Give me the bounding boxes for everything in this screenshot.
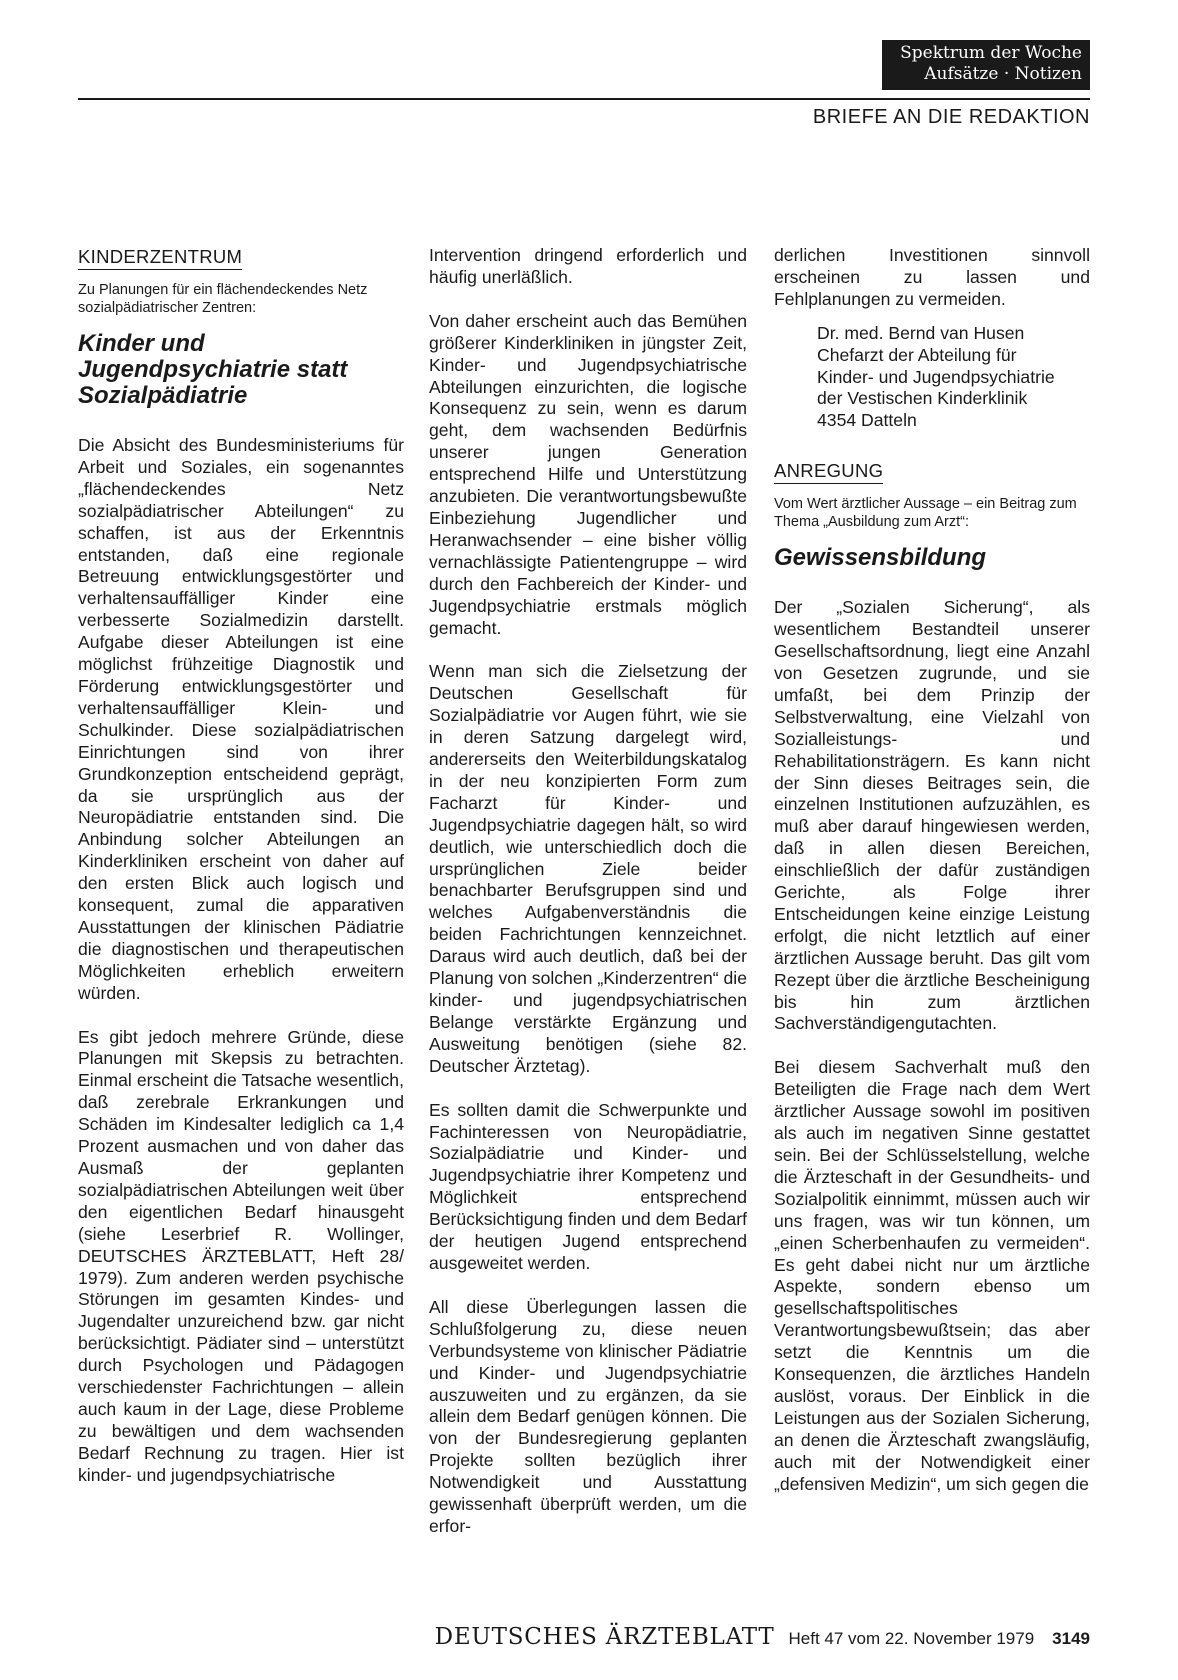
article1-paragraph: Wenn man sich die Zielsetzung der Deutschen Gesellschaft für Sozialpädiatrie vor Augen führt, wie sie in deren Satzung dargelegt wird, andererseits den Weiterbildungskatalog in der neu konzipierten Form zum Facharzt für Kinder- und Jugendpsychiatrie dagegen hält, so wird deutlich, wie unterschiedlich doch die ursprünglichen Ziele beider benachbarter Berufsgruppen sind und welches Aufgabenverständnis die beiden Fachrichtungen kennzeichnet. Daraus wird auch deutlich, daß bei der Planung von solchen „Kinderzentren“ die kinder- und jugendpsychiatrischen Belange verstärkte Ergänzung und Ausweitung benötigen (siehe 82. Deutscher Ärztetag).	[429, 661, 747, 1076]
issue-info: Heft 47 vom 22. November 1979	[788, 1629, 1035, 1648]
column-1	[78, 246, 404, 1487]
page-footer	[78, 1624, 1090, 1650]
publication-name: DEUTSCHES ÄRZTEBLATT	[434, 1624, 775, 1650]
header-rule	[78, 98, 1090, 100]
article1-paragraph: Es sollten damit die Schwerpunkte und Fachinteressen von Neuropädiatrie, Sozialpädiatrie und Kinder- und Jugendpsychiatrie ihrer Kompetenz und Möglichkeit entsprechend Berücksichtigung finden und dem Bedarf der heutigen Jugend entsprechend ausgeweitet werden.	[429, 1099, 747, 1273]
column-3	[774, 245, 1090, 1496]
section-badge-line2: Aufsätze · Notizen	[924, 64, 1082, 84]
article1-paragraph: Es gibt jedoch mehrere Gründe, diese Planungen mit Skepsis zu betrachten. Einmal erscheint die Tatsache wesentlich, daß zerebrale Erkrankungen und Schäden im Kindesalter lediglich ca 1,4 Prozent ausmachen und von daher das Ausmaß der geplanten sozialpädiatrischen Abteilungen weit über den eigentlichen Bedarf hinausgeht (siehe Leserbrief R. Wollinger, DEUTSCHES ÄRZTEBLATT, Heft 28/ 1979). Zum anderen werden psychische Störungen im gesamten Kindes- und Jugendalter unzureichend bzw. gar nicht berücksichtigt. Pädiater sind – unterstützt durch Psychologen und Pädagogen verschiedenster Fachrichtungen – allein auch kaum in der Lage, diese Probleme zu bewältigen und dem wachsenden Bedarf Rechnung zu tragen. Hier ist kinder- und jugendpsychiatrische	[78, 1026, 404, 1485]
article2-paragraph: Bei diesem Sachverhalt muß den Beteiligten die Frage nach dem Wert ärztlicher Aussage sowohl im positiven als auch im negativen Sinne gestattet sein. Bei der Schlüsselstellung, welche die Ärzteschaft in der Gesundheits- und Sozialpolitik einnimmt, müssen auch wir uns fragen, was wir tun können, um „einen Scherbenhaufen zu vermeiden“. Es geht dabei nicht nur um ärztliche Aspekte, sondern ebenso um gesellschaftspolitisches Verantwortungsbewußtsein; das aber setzt die Kenntnis um die Konsequenzen, die ärztliches Handeln auslöst, voraus. Der Einblick in die Leistungen aus der Sozialen Sicherung, an denen die Ärzteschaft zwangsläufig, auch mit der Notwendigkeit einer „defensiven Medizin“, um sich gegen die	[774, 1057, 1090, 1494]
article1-intro: Zu Planungen für ein flächendeckendes Netz sozialpädiatrischer Zentren:	[78, 282, 368, 316]
article2-rubric: ANREGUNG	[774, 460, 883, 484]
article2-intro: Vom Wert ärztlicher Aussage – ein Beitrag zum Thema „Ausbildung zum Arzt“:	[774, 496, 1077, 530]
article1-paragraph: Die Absicht des Bundesministeriums für Arbeit und Soziales, ein sogenanntes „flächendeckendes Netz sozialpädiatrischer Abteilungen“ zu schaffen, ist aus der Erkenntnis entstanden, daß eine regionale Betreuung entwicklungsgestörter und verhaltensauffälliger Kinder eine verbesserte Sozialmedizin darstellt. Aufgabe dieser Abteilungen ist eine möglichst frühzeitige Diagnostik und Förderung entwicklungsgestörter und verhaltensauffälliger Klein- und Schulkinder. Diese sozialpädiatrischen Einrichtungen sind von ihrer Grundkonzeption entscheidend geprägt, da sie ursprünglich aus der Neuropädiatrie entstanden sind. Die Anbindung solcher Abteilungen an Kinderkliniken erscheint von daher auf den ersten Blick auch logisch und konsequent, zumal die apparativen Ausstattungen der klinischen Pädiatrie die diagnostischen und therapeutischen Möglichkeiten erheblich erweitern würden.	[78, 435, 404, 1003]
article1-headline: Kinder und Jugendpsychiatrie statt Sozialpädiatrie	[78, 330, 348, 409]
section-badge	[882, 40, 1090, 90]
article1-paragraph: Von daher erscheint auch das Bemühen größerer Kinderkliniken in jüngster Zeit, Kinder- und Jugendpsychiatrische Abteilungen einzurichten, die logische Konsequenz zu sein, wenn es darum geht, dem wachsenden Bedürfnis unserer jungen Generation entsprechend Hilfe und Unterstützung anzubieten. Die verantwortungsbewußte Einbeziehung Jugendlicher und Heranwachsender – eine bisher völlig vernachlässigte Patientengruppe – wird durch den Fachbereich der Kinder- und Jugendpsychiatrie erstmals möglich gemacht.	[429, 310, 747, 638]
article2-headline: Gewissensbildung	[774, 544, 987, 572]
article2-paragraph: Der „Sozialen Sicherung“, als wesentlichem Bestandteil unserer Gesellschaftsordnung, liegt eine Anzahl von Gesetzen zugrunde, und sie umfaßt, bei dem Prinzip der Selbstverwaltung, eine Vielzahl von Sozialleistungs- und Rehabilitationsträgern. Es kann nicht der Sinn dieses Beitrages sein, die einzelnen Institutionen aufzuzählen, es muß aber darauf hingewiesen werden, daß in allen diesen Bereichen, einschließlich der dafür zuständigen Gerichte, als Folge ihrer Entscheidungen keine einzige Leistung erfolgt, die nicht letztlich auf einer ärztlichen Aussage beruht. Das gilt vom Rezept über die ärztliche Bescheinigung bis hin zum ärztlichen Sachverständigengutachten.	[774, 597, 1090, 1034]
section-badge-line1: Spektrum der Woche	[900, 43, 1082, 63]
article1-signature: Dr. med. Bernd van Husen Chefarzt der Abteilung für Kinder- und Jugendpsychiatrie der Vestischen Kinderklinik 4354 Datteln	[817, 322, 1055, 431]
section-title: BRIEFE AN DIE REDAKTION	[812, 106, 1090, 128]
article1-rubric: KINDERZENTRUM	[78, 246, 242, 270]
column-2	[429, 245, 747, 1538]
page-number: 3149	[1052, 1629, 1090, 1648]
article1-paragraph: Intervention dringend erforderlich und häufig unerläßlich.	[429, 245, 747, 287]
article1-paragraph: derlichen Investitionen sinnvoll erscheinen zu lassen und Fehlplanungen zu vermeiden.	[774, 245, 1090, 309]
article1-paragraph: All diese Überlegungen lassen die Schlußfolgerung zu, diese neuen Verbundsysteme von klinischer Pädiatrie und Kinder- und Jugendpsychiatrie auszuweiten und zu ergänzen, da sie allein dem Bedarf genügen können. Die von der Bundesregierung geplanten Projekte sollten bezüglich ihrer Notwendigkeit und Ausstattung gewissenhaft überprüft werden, um die erfor-	[429, 1296, 747, 1536]
